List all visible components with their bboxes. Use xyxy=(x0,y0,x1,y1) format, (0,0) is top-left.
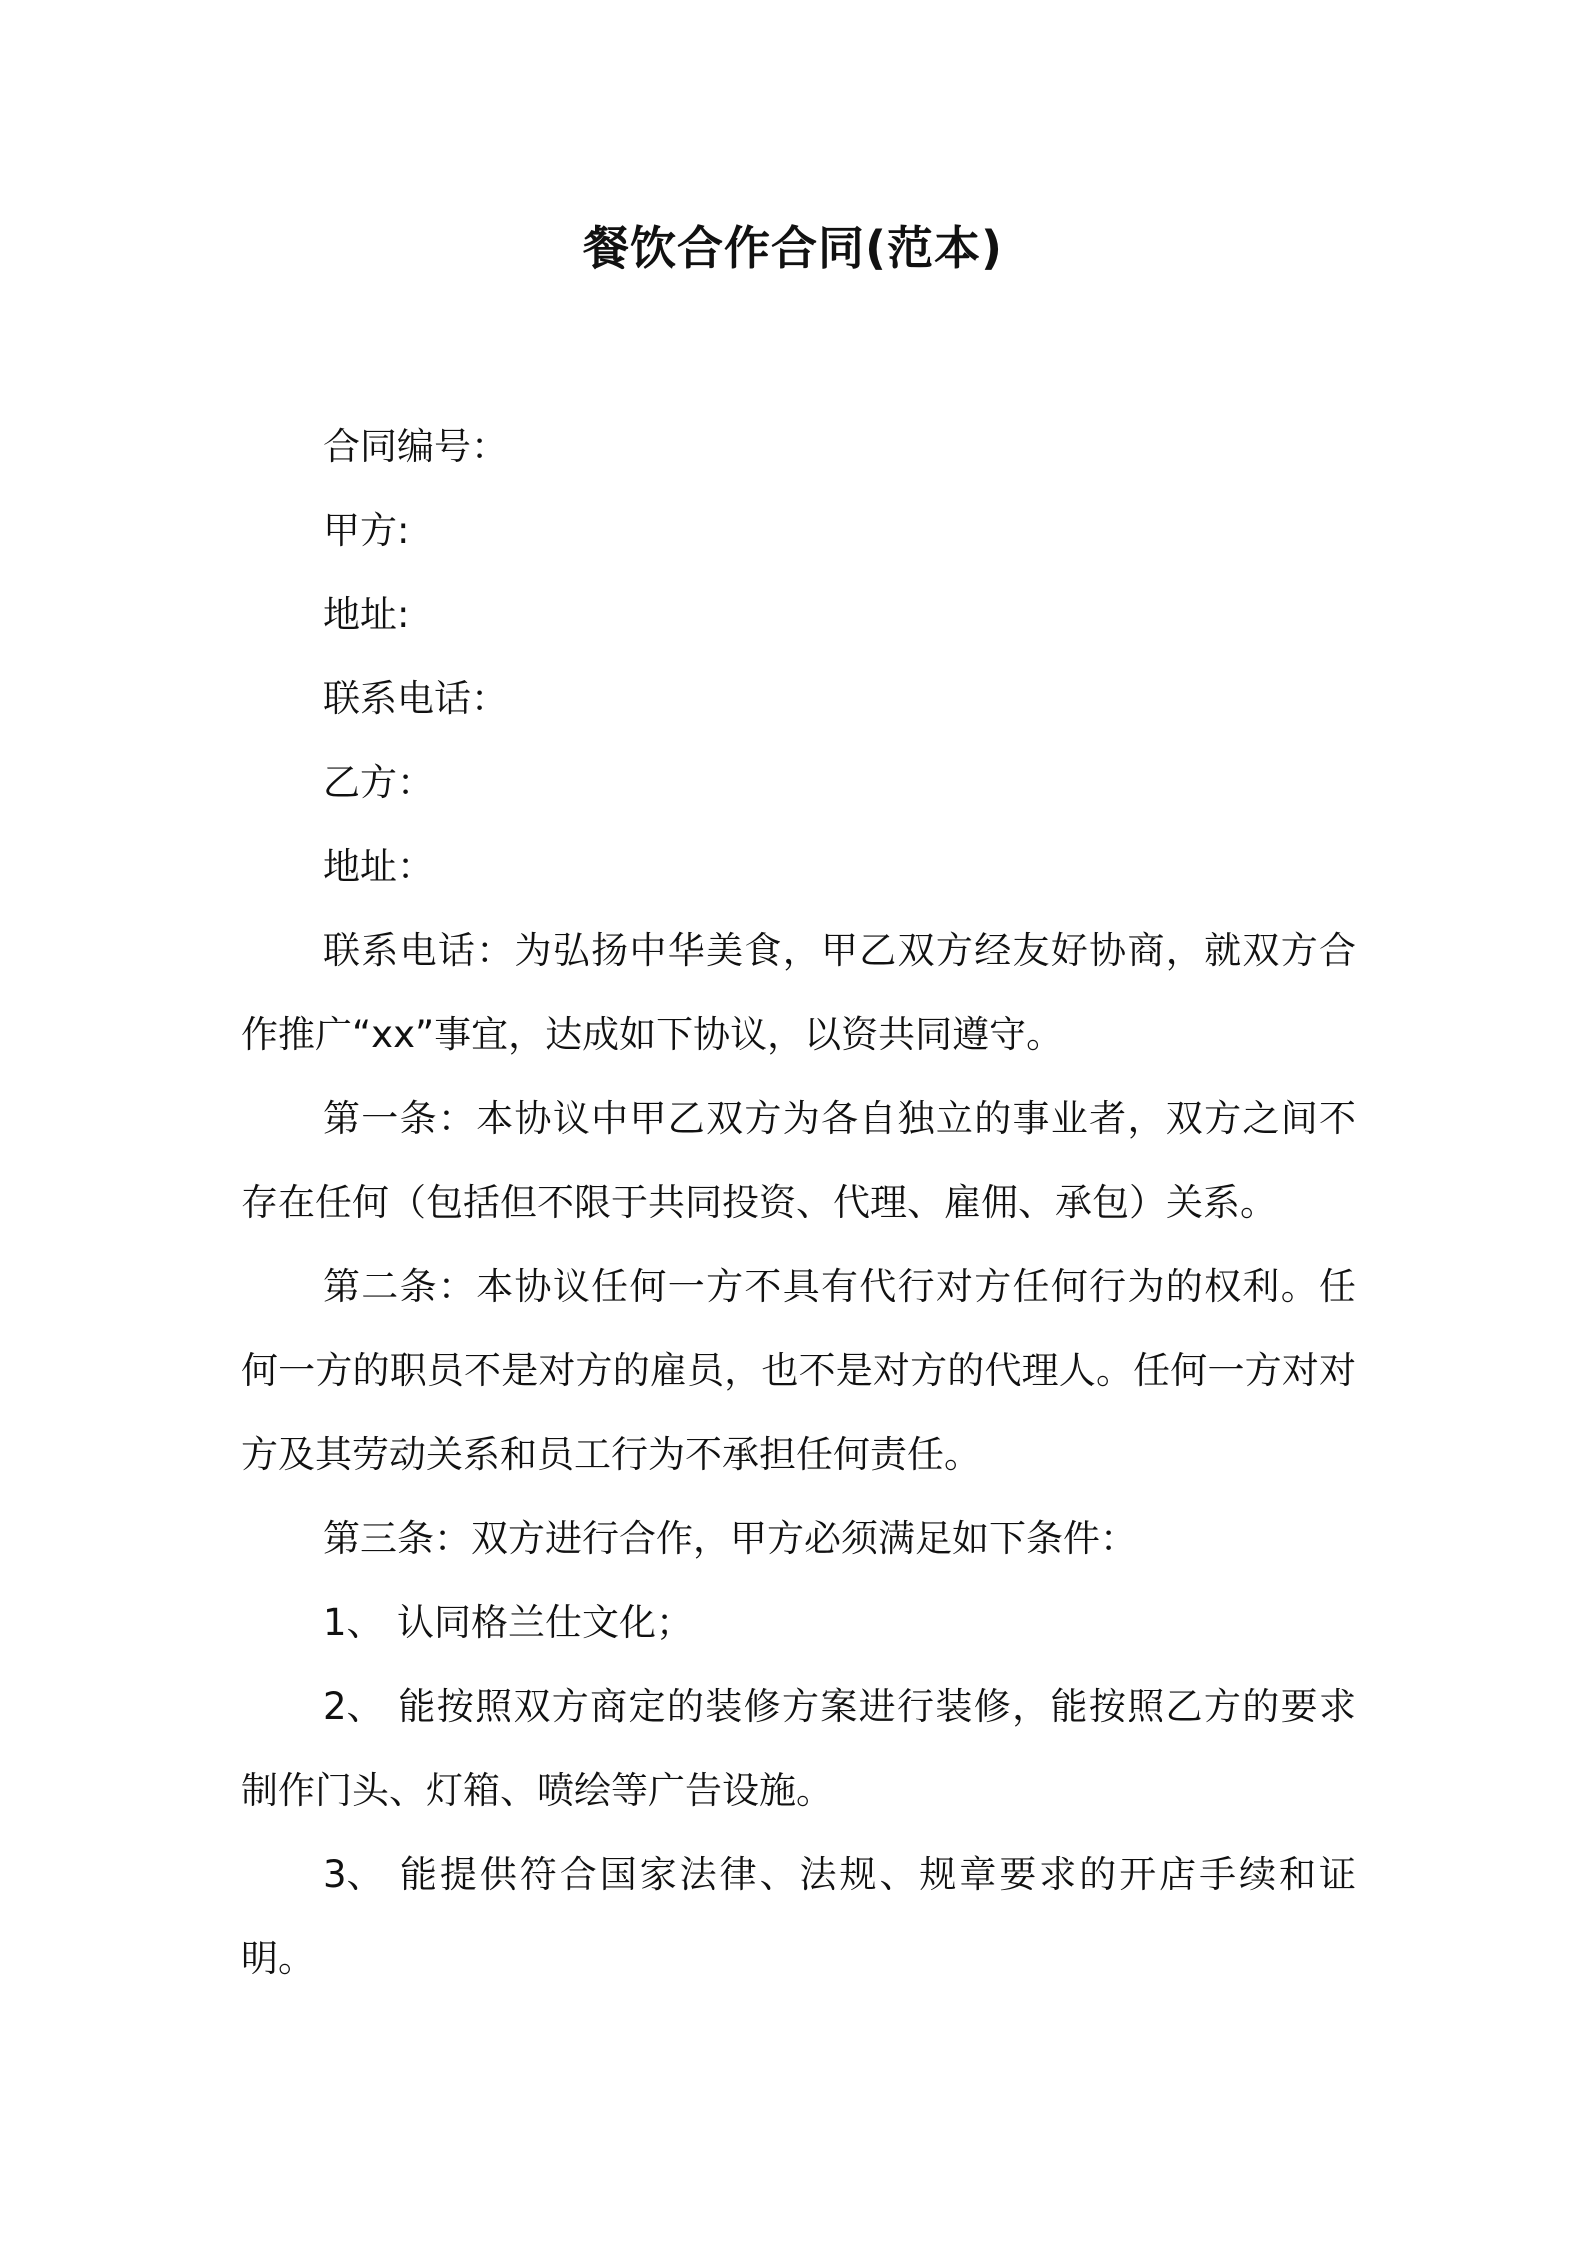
document-title: 餐饮合作合同(范本) xyxy=(582,221,1004,275)
condition-text: 能提供符合国家法律、法规、规章要求的开店手续和证明。 xyxy=(241,1853,1356,1980)
condition-item-2 xyxy=(241,1665,1356,1833)
condition-item-3 xyxy=(241,1833,1356,2001)
field-party-b: 乙方： xyxy=(323,761,434,804)
paragraph-article-2: 第二条：本协议任何一方不具有代行对方任何行为的权利。任何一方的职员不是对方的雇员，也不是对方的代理人。任何一方对对方及其劳动关系和员工行为不承担任何责任。 xyxy=(241,1265,1356,1476)
field-contract-number: 合同编号： xyxy=(323,425,508,468)
condition-text: 能按照双方商定的装修方案进行装修，能按照乙方的要求制作门头、灯箱、喷绘等广告设施。 xyxy=(241,1685,1356,1812)
field-party-b-address: 地址： xyxy=(323,845,434,888)
field-party-a: 甲方: xyxy=(323,509,410,552)
field-party-a-phone: 联系电话： xyxy=(323,677,508,720)
condition-number: 1、 xyxy=(323,1601,384,1644)
condition-text: 认同格兰仕文化； xyxy=(397,1601,693,1644)
paragraph-article-3: 第三条：双方进行合作，甲方必须满足如下条件： xyxy=(323,1517,1137,1560)
document-body xyxy=(241,405,1356,2001)
paragraph-intro: 联系电话：为弘扬中华美食，甲乙双方经友好协商，就双方合作推广“xx”事宜，达成如下协议，以资共同遵守。 xyxy=(241,929,1356,1056)
paragraph-article-1: 第一条：本协议中甲乙双方为各自独立的事业者，双方之间不存在任何（包括但不限于共同投资、代理、雇佣、承包）关系。 xyxy=(241,1097,1356,1224)
field-party-a-address: 地址: xyxy=(323,593,410,636)
condition-number: 3、 xyxy=(323,1853,384,1896)
condition-number: 2、 xyxy=(323,1685,384,1728)
condition-item-1 xyxy=(241,1581,1356,1665)
